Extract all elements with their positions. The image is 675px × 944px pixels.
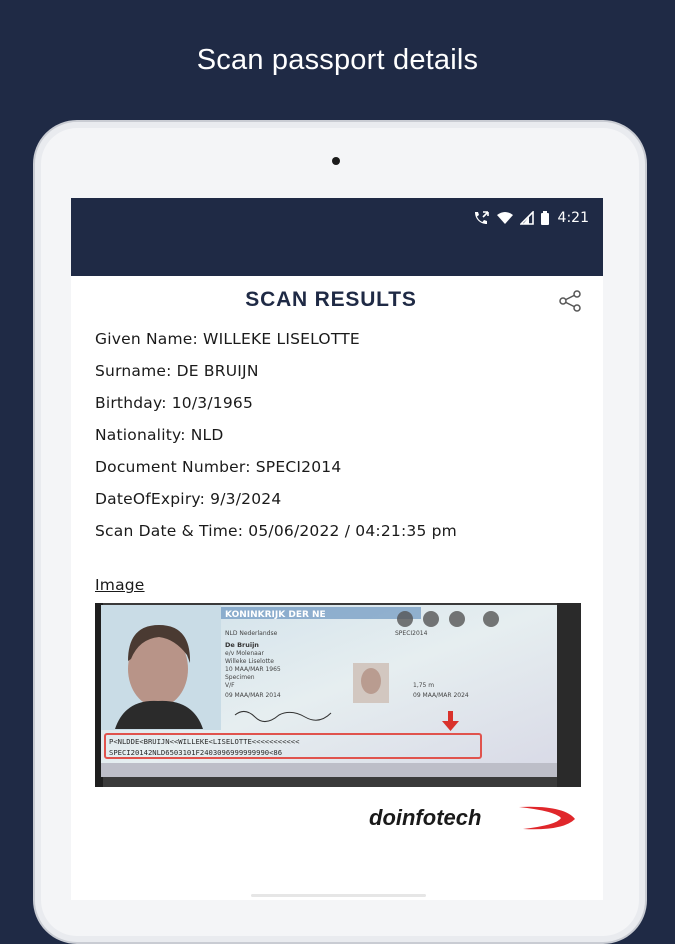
birthday-field: Birthday: 10/3/1965 — [95, 394, 254, 412]
surname-field: Surname: DE BRUIJN — [95, 362, 259, 380]
scan-datetime-field: Scan Date & Time: 05/06/2022 / 04:21:35 pm — [95, 522, 457, 540]
passport-given-names: Willeke Liselotte — [225, 658, 274, 665]
logo-text: doinfotech — [369, 805, 482, 830]
wifi-icon — [496, 211, 514, 225]
status-icons — [472, 210, 589, 226]
image-section-label: Image — [95, 576, 145, 594]
passport-doc-code: SPECI2014 — [395, 630, 428, 637]
tablet-camera — [332, 157, 340, 165]
document-number-field: Document Number: SPECI2014 — [95, 458, 342, 476]
signal-icon — [520, 211, 534, 225]
passport-place: Specimen — [225, 674, 255, 681]
status-clock: 4:21 — [557, 210, 589, 226]
gesture-bar — [251, 894, 426, 897]
passport-birth: 10 MAA/MAR 1965 — [225, 666, 281, 673]
results-title: SCAN RESULTS — [245, 288, 417, 311]
page-headline: Scan passport details — [196, 44, 479, 76]
share-icon[interactable] — [557, 290, 583, 312]
passport-surname: De Bruijn — [225, 641, 259, 649]
passport-sex: V/F — [225, 682, 235, 689]
result-fields — [95, 329, 457, 553]
given-name-field: Given Name: WILLEKE LISELOTTE — [95, 330, 360, 348]
passport-spouse: e/v Molenaar — [225, 650, 264, 657]
passport-mrz-line2: SPECI20142NLD6503101F2403096999999990<86 — [109, 748, 283, 757]
app-screen — [71, 198, 603, 900]
passport-nationality: NLD Nederlandse — [225, 630, 278, 637]
passport-mrz-line1: P<NLDDE<BRUIJN<<WILLEKE<LISELOTTE<<<<<<<<<<< — [109, 737, 300, 746]
passport-header-text: KONINKRIJK DER NE — [225, 610, 326, 620]
passport-issue: 09 MAA/MAR 2014 — [225, 692, 281, 699]
doinfotech-logo — [369, 803, 579, 833]
nationality-field: Nationality: NLD — [95, 426, 224, 444]
passport-height: 1,75 m — [413, 682, 435, 689]
phone-call-icon — [472, 211, 490, 225]
passport-scan-image — [95, 603, 581, 787]
status-bar — [71, 198, 603, 276]
battery-icon — [540, 211, 550, 225]
expiry-date-field: DateOfExpiry: 9/3/2024 — [95, 490, 282, 508]
passport-expiry: 09 MAA/MAR 2024 — [413, 692, 469, 699]
